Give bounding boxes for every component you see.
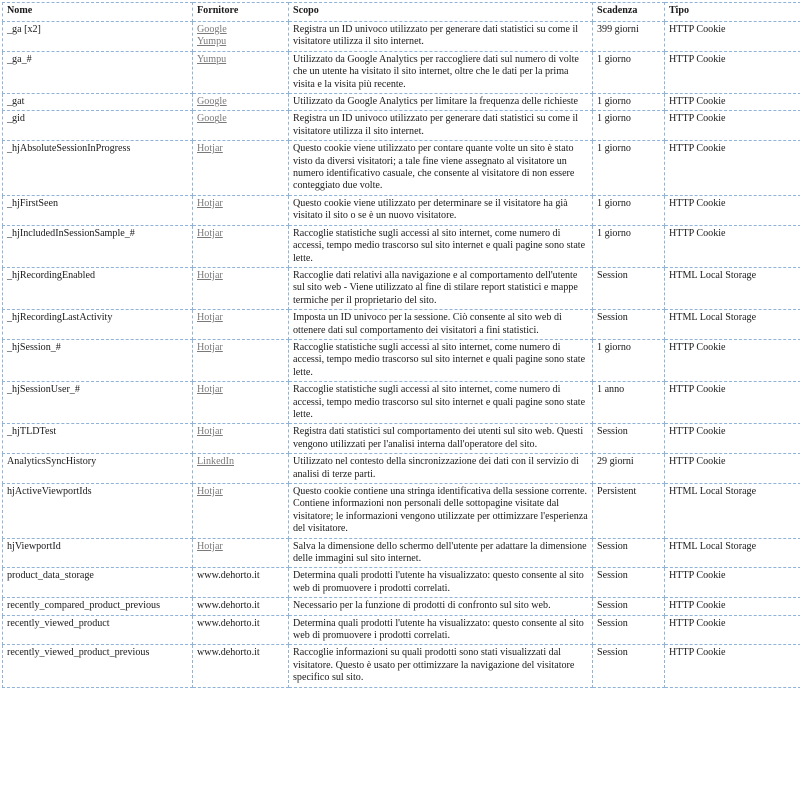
cookie-name-cell: _hjIncludedInSessionSample_# [3, 225, 193, 267]
purpose-cell: Raccoglie statistiche sugli accessi al sito internet, come numero di accessi, tempo medio trascorso sul sito internet e quali pagine sono state lette. [289, 382, 593, 424]
table-row [3, 645, 800, 687]
provider-link[interactable]: Hotjar [197, 143, 284, 155]
expiry-cell: Session [593, 615, 665, 645]
provider-text: www.dehorto.it [197, 570, 284, 582]
table-row [3, 484, 800, 539]
provider-link[interactable]: Hotjar [197, 312, 284, 324]
header-name: Nome [3, 3, 193, 22]
provider-cell [193, 22, 289, 52]
cookie-name-cell: _hjFirstSeen [3, 195, 193, 225]
table-row [3, 111, 800, 141]
provider-link[interactable]: Hotjar [197, 384, 284, 396]
expiry-cell: 1 giorno [593, 195, 665, 225]
purpose-cell: Raccoglie dati relativi alla navigazione e al comportamento dell'utente sul sito web - Viene utilizzato al fine di stilare report statistici e mappe termiche per il proprietario del sito. [289, 267, 593, 309]
cookie-name-cell: _hjRecordingLastActivity [3, 310, 193, 340]
header-provider: Fornitore [193, 3, 289, 22]
type-cell: HTTP Cookie [665, 454, 800, 484]
type-cell: HTTP Cookie [665, 645, 800, 687]
cookie-name-cell: _hjTLDTest [3, 424, 193, 454]
purpose-cell: Determina quali prodotti l'utente ha visualizzato: questo consente al sito web di promuovere i prodotti correlati. [289, 615, 593, 645]
expiry-cell: Session [593, 538, 665, 568]
provider-cell [193, 538, 289, 568]
provider-link[interactable]: Hotjar [197, 228, 284, 240]
provider-link[interactable]: Google [197, 24, 284, 36]
table-header-row [3, 3, 800, 22]
type-cell: HTML Local Storage [665, 538, 800, 568]
type-cell: HTTP Cookie [665, 22, 800, 52]
provider-cell [193, 615, 289, 645]
provider-link[interactable]: Hotjar [197, 342, 284, 354]
expiry-cell: Session [593, 598, 665, 615]
table-row [3, 382, 800, 424]
expiry-cell: 1 giorno [593, 141, 665, 196]
provider-link[interactable]: Hotjar [197, 270, 284, 282]
purpose-cell: Utilizzato nel contesto della sincronizzazione dei dati con il servizio di analisi di terze parti. [289, 454, 593, 484]
cookie-name-cell: product_data_storage [3, 568, 193, 598]
cookie-name-cell: _gid [3, 111, 193, 141]
provider-cell [193, 267, 289, 309]
type-cell: HTTP Cookie [665, 225, 800, 267]
provider-cell [193, 51, 289, 93]
provider-text: www.dehorto.it [197, 618, 284, 630]
expiry-cell: Persistent [593, 484, 665, 539]
type-cell: HTTP Cookie [665, 141, 800, 196]
table-row [3, 22, 800, 52]
provider-link[interactable]: Hotjar [197, 426, 284, 438]
table-row [3, 267, 800, 309]
type-cell: HTML Local Storage [665, 310, 800, 340]
table-row [3, 339, 800, 381]
expiry-cell: Session [593, 645, 665, 687]
provider-link[interactable]: Hotjar [197, 541, 284, 553]
provider-link[interactable]: Google [197, 113, 284, 125]
cookie-name-cell: recently_compared_product_previous [3, 598, 193, 615]
expiry-cell: Session [593, 310, 665, 340]
purpose-cell: Necessario per la funzione di prodotti di confronto sul sito web. [289, 598, 593, 615]
expiry-cell: 1 giorno [593, 225, 665, 267]
table-row [3, 94, 800, 111]
provider-text: www.dehorto.it [197, 647, 284, 659]
provider-text: www.dehorto.it [197, 600, 284, 612]
table-row [3, 454, 800, 484]
expiry-cell: 1 giorno [593, 111, 665, 141]
header-purpose: Scopo [289, 3, 593, 22]
type-cell: HTML Local Storage [665, 484, 800, 539]
type-cell: HTTP Cookie [665, 568, 800, 598]
provider-cell [193, 424, 289, 454]
header-expiry: Scadenza [593, 3, 665, 22]
type-cell: HTTP Cookie [665, 615, 800, 645]
provider-link[interactable]: Google [197, 96, 284, 108]
provider-link[interactable]: LinkedIn [197, 456, 284, 468]
type-cell: HTTP Cookie [665, 598, 800, 615]
purpose-cell: Raccoglie informazioni su quali prodotti sono stati visualizzati dal visitatore. Questo è usato per ottimizzare la navigazione del visitatore specifico sul sito. [289, 645, 593, 687]
provider-cell [193, 94, 289, 111]
provider-link[interactable]: Yumpu [197, 54, 284, 66]
expiry-cell: 1 giorno [593, 51, 665, 93]
purpose-cell: Registra un ID univoco utilizzato per generare dati statistici su come il visitatore utilizza il sito internet. [289, 111, 593, 141]
purpose-cell: Questo cookie viene utilizzato per determinare se il visitatore ha già visitato il sito o se è un nuovo visitatore. [289, 195, 593, 225]
provider-cell [193, 568, 289, 598]
expiry-cell: 1 giorno [593, 339, 665, 381]
table-row [3, 615, 800, 645]
table-row [3, 310, 800, 340]
provider-cell [193, 454, 289, 484]
purpose-cell: Questo cookie contiene una stringa identificativa della sessione corrente. Contiene informazioni non personali delle sottopagine visitate dal visitatore; le informazioni vengono utilizzate per ottimizzare l'esperienza del visitatore. [289, 484, 593, 539]
purpose-cell: Salva la dimensione dello schermo dell'utente per adattare la dimensione delle immagini sul sito internet. [289, 538, 593, 568]
provider-cell [193, 382, 289, 424]
provider-cell [193, 310, 289, 340]
provider-link[interactable]: Yumpu [197, 36, 284, 48]
purpose-cell: Utilizzato da Google Analytics per raccogliere dati sul numero di volte che un utente ha visitato il sito internet, oltre che le dati per la prima visita e la visita più recente. [289, 51, 593, 93]
type-cell: HTTP Cookie [665, 424, 800, 454]
purpose-cell: Determina quali prodotti l'utente ha visualizzato: questo consente al sito web di promuovere i prodotti correlati. [289, 568, 593, 598]
table-row [3, 51, 800, 93]
type-cell: HTTP Cookie [665, 195, 800, 225]
table-row [3, 141, 800, 196]
cookie-name-cell: recently_viewed_product [3, 615, 193, 645]
expiry-cell: Session [593, 267, 665, 309]
cookie-name-cell: AnalyticsSyncHistory [3, 454, 193, 484]
cookie-name-cell: _hjAbsoluteSessionInProgress [3, 141, 193, 196]
cookie-name-cell: _gat [3, 94, 193, 111]
table-row [3, 195, 800, 225]
type-cell: HTTP Cookie [665, 339, 800, 381]
cookie-name-cell: _hjSessionUser_# [3, 382, 193, 424]
purpose-cell: Questo cookie viene utilizzato per contare quante volte un sito è stato visto da diversi visitatori; a tale fine viene assegnato al visitatore un numero identificativo casuale, che consente al visitatore di non essere conteggiato due volte. [289, 141, 593, 196]
type-cell: HTTP Cookie [665, 111, 800, 141]
provider-cell [193, 339, 289, 381]
provider-cell [193, 195, 289, 225]
table-body [3, 22, 800, 688]
cookie-name-cell: _hjRecordingEnabled [3, 267, 193, 309]
cookie-name-cell: hjViewportId [3, 538, 193, 568]
purpose-cell: Utilizzato da Google Analytics per limitare la frequenza delle richieste [289, 94, 593, 111]
provider-cell [193, 111, 289, 141]
expiry-cell: 29 giorni [593, 454, 665, 484]
table-row [3, 598, 800, 615]
provider-cell [193, 225, 289, 267]
type-cell: HTTP Cookie [665, 382, 800, 424]
cookie-table [2, 2, 800, 688]
provider-cell [193, 141, 289, 196]
type-cell: HTTP Cookie [665, 94, 800, 111]
table-row [3, 225, 800, 267]
header-type: Tipo [665, 3, 800, 22]
provider-cell [193, 645, 289, 687]
expiry-cell: 1 giorno [593, 94, 665, 111]
cookie-name-cell: hjActiveViewportIds [3, 484, 193, 539]
cookie-name-cell: recently_viewed_product_previous [3, 645, 193, 687]
cookie-name-cell: _ga_# [3, 51, 193, 93]
expiry-cell: 1 anno [593, 382, 665, 424]
purpose-cell: Registra un ID univoco utilizzato per generare dati statistici su come il visitatore utilizza il sito internet. [289, 22, 593, 52]
provider-cell [193, 598, 289, 615]
table-row [3, 424, 800, 454]
purpose-cell: Registra dati statistici sul comportamento dei utenti sul sito web. Questi vengono utilizzati per l'analisi interna dall'operatore del sito. [289, 424, 593, 454]
table-row [3, 568, 800, 598]
expiry-cell: 399 giorni [593, 22, 665, 52]
cookie-name-cell: _ga [x2] [3, 22, 193, 52]
provider-link[interactable]: Hotjar [197, 486, 284, 498]
type-cell: HTTP Cookie [665, 51, 800, 93]
type-cell: HTML Local Storage [665, 267, 800, 309]
cookie-name-cell: _hjSession_# [3, 339, 193, 381]
purpose-cell: Raccoglie statistiche sugli accessi al sito internet, come numero di accessi, tempo medio trascorso sul sito internet e quali pagine sono state lette. [289, 339, 593, 381]
expiry-cell: Session [593, 424, 665, 454]
purpose-cell: Raccoglie statistiche sugli accessi al sito internet, come numero di accessi, tempo medio trascorso sul sito internet e quali pagine sono state lette. [289, 225, 593, 267]
expiry-cell: Session [593, 568, 665, 598]
provider-link[interactable]: Hotjar [197, 198, 284, 210]
table-row [3, 538, 800, 568]
provider-cell [193, 484, 289, 539]
purpose-cell: Imposta un ID univoco per la sessione. Ciò consente al sito web di ottenere dati sul comportamento dei visitatori a fini statistici. [289, 310, 593, 340]
